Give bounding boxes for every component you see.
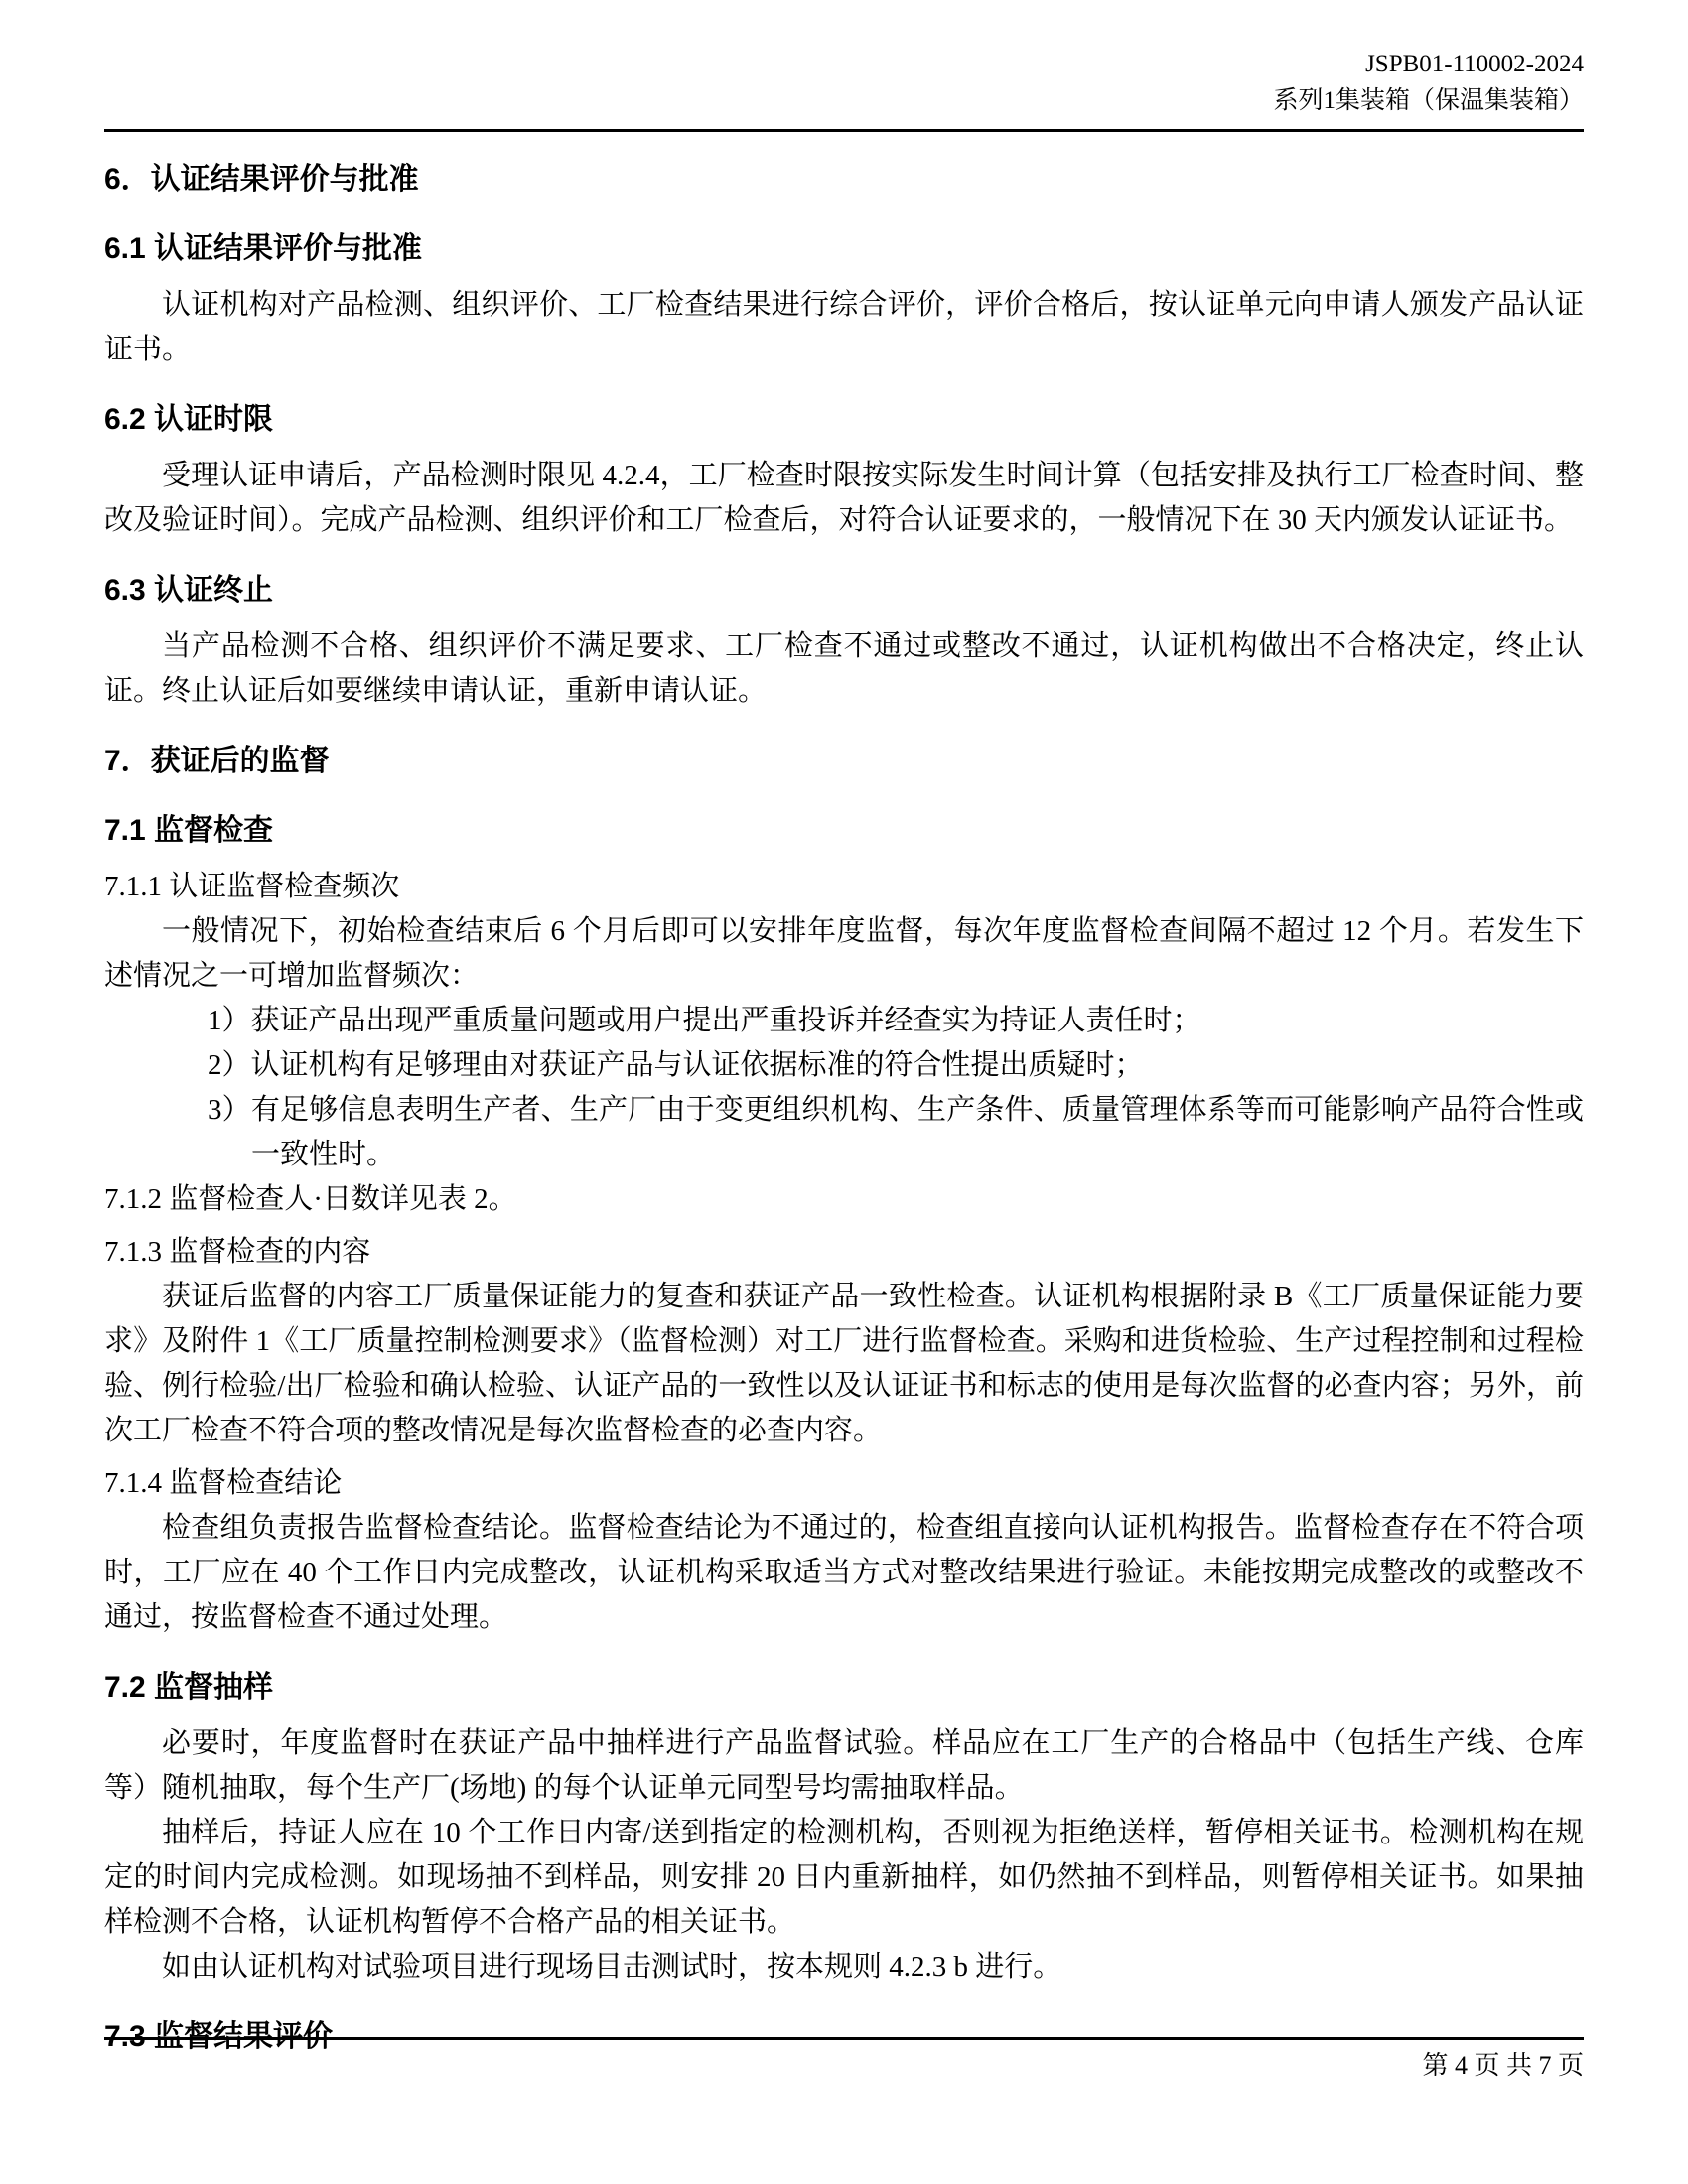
section-7-1-4-paragraph: 检查组负责报告监督检查结论。监督检查结论为不通过的，检查组直接向认证机构报告。监督检查存在不符合项时，工厂应在 40 个工作日内完成整改，认证机构采取适当方式对整改结果进行验证。未能按期完成整改的或整改不通过，按监督检查不通过处理。 <box>104 1512 1584 1633</box>
header-divider <box>104 129 1584 132</box>
section-7-1-1-title: 7.1.1 认证监督检查频次 <box>104 871 400 902</box>
list-item-2: 2）认证机构有足够理由对获证产品与认证依据标准的符合性提出质疑时； <box>208 1049 1144 1081</box>
section-7-1-3-title: 7.1.3 监督检查的内容 <box>104 1236 371 1268</box>
section-6-3-paragraph: 当产品检测不合格、组织评价不满足要求、工厂检查不通过或整改不通过，认证机构做出不合格决定，终止认证。终止认证后如要继续申请认证，重新申请认证。 <box>104 630 1584 707</box>
doc-title: 系列1集装箱（保温集装箱） <box>1273 87 1584 114</box>
document-footer <box>104 2037 1584 2084</box>
section-6-1-paragraph: 认证机构对产品检测、组织评价、工厂检查结果进行综合评价，评价合格后，按认证单元向申请人颁发产品认证证书。 <box>104 289 1584 365</box>
section-7-2-paragraph-3: 如由认证机构对试验项目进行现场目击测试时，按本规则 4.2.3 b 进行。 <box>162 1951 1062 1982</box>
section-7-1-1-paragraph: 一般情况下，初始检查结束后 6 个月后即可以安排年度监督，每次年度监督检查间隔不超过 12 个月。若发生下述情况之一可增加监督频次： <box>104 915 1584 992</box>
section-6-2-paragraph: 受理认证申请后，产品检测时限见 4.2.4，工厂检查时限按实际发生时间计算（包括安排及执行工厂检查时间、整改及验证时间）。完成产品检测、组织评价和工厂检查后，对符合认证要求的，一般情况下在 30 天内颁发认证证书。 <box>104 460 1584 536</box>
doc-number: JSPB01-110002-2024 <box>1365 51 1584 77</box>
section-6-3-title: 6.3 认证终止 <box>104 574 274 607</box>
section-6-1-title: 6.1 认证结果评价与批准 <box>104 232 423 265</box>
page-number: 第 4 页 共 7 页 <box>1422 2051 1584 2080</box>
section-7-title: 7．获证后的监督 <box>104 745 330 777</box>
section-7-3-title: 7.3 监督结果评价 <box>104 2020 334 2053</box>
section-7-2-paragraph-1: 必要时，年度监督时在获证产品中抽样进行产品监督试验。样品应在工厂生产的合格品中（包括生产线、仓库等）随机抽取，每个生产厂(场地) 的每个认证单元同型号均需抽取样品。 <box>104 1727 1584 1804</box>
section-7-1-4-title: 7.1.4 监督检查结论 <box>104 1467 343 1499</box>
section-7-2-title: 7.2 监督抽样 <box>104 1671 274 1704</box>
list-item-1: 1）获证产品出现严重质量问题或用户提出严重投诉并经查实为持证人责任时； <box>208 1005 1201 1036</box>
section-6-2-title: 6.2 认证时限 <box>104 403 274 436</box>
section-7-2-paragraph-2: 抽样后，持证人应在 10 个工作日内寄/送到指定的检测机构，否则视为拒绝送样，暂停相关证书。检测机构在规定的时间内完成检测。如现场抽不到样品，则安排 20 日内重新抽样，如仍然抽不到样品，则暂停相关证书。如果抽样检测不合格，认证机构暂停不合格产品的相关证书。 <box>104 1817 1584 1938</box>
document-header <box>104 46 1584 119</box>
section-7-1-2-line: 7.1.2 监督检查人·日数详见表 2。 <box>104 1183 517 1215</box>
section-7-1-3-paragraph: 获证后监督的内容工厂质量保证能力的复查和获证产品一致性检查。认证机构根据附录 B《工厂质量保证能力要求》及附件 1《工厂质量控制检测要求》（监督检测）对工厂进行监督检查。采购和进货检验、生产过程控制和过程检验、例行检验/出厂检验和确认检验、认证产品的一致性以及认证证书和标志的使用是每次监督的必查内容；另外，前次工厂检查不符合项的整改情况是每次监督检查的必查内容。 <box>104 1281 1584 1446</box>
document-body <box>104 158 1584 2059</box>
list-item-3: 3）有足够信息表明生产者、生产厂由于变更组织机构、生产条件、质量管理体系等而可能影响产品符合性或一致性时。 <box>208 1094 1584 1170</box>
section-7-1-title: 7.1 监督检查 <box>104 814 274 847</box>
section-6-title: 6．认证结果评价与批准 <box>104 163 419 196</box>
